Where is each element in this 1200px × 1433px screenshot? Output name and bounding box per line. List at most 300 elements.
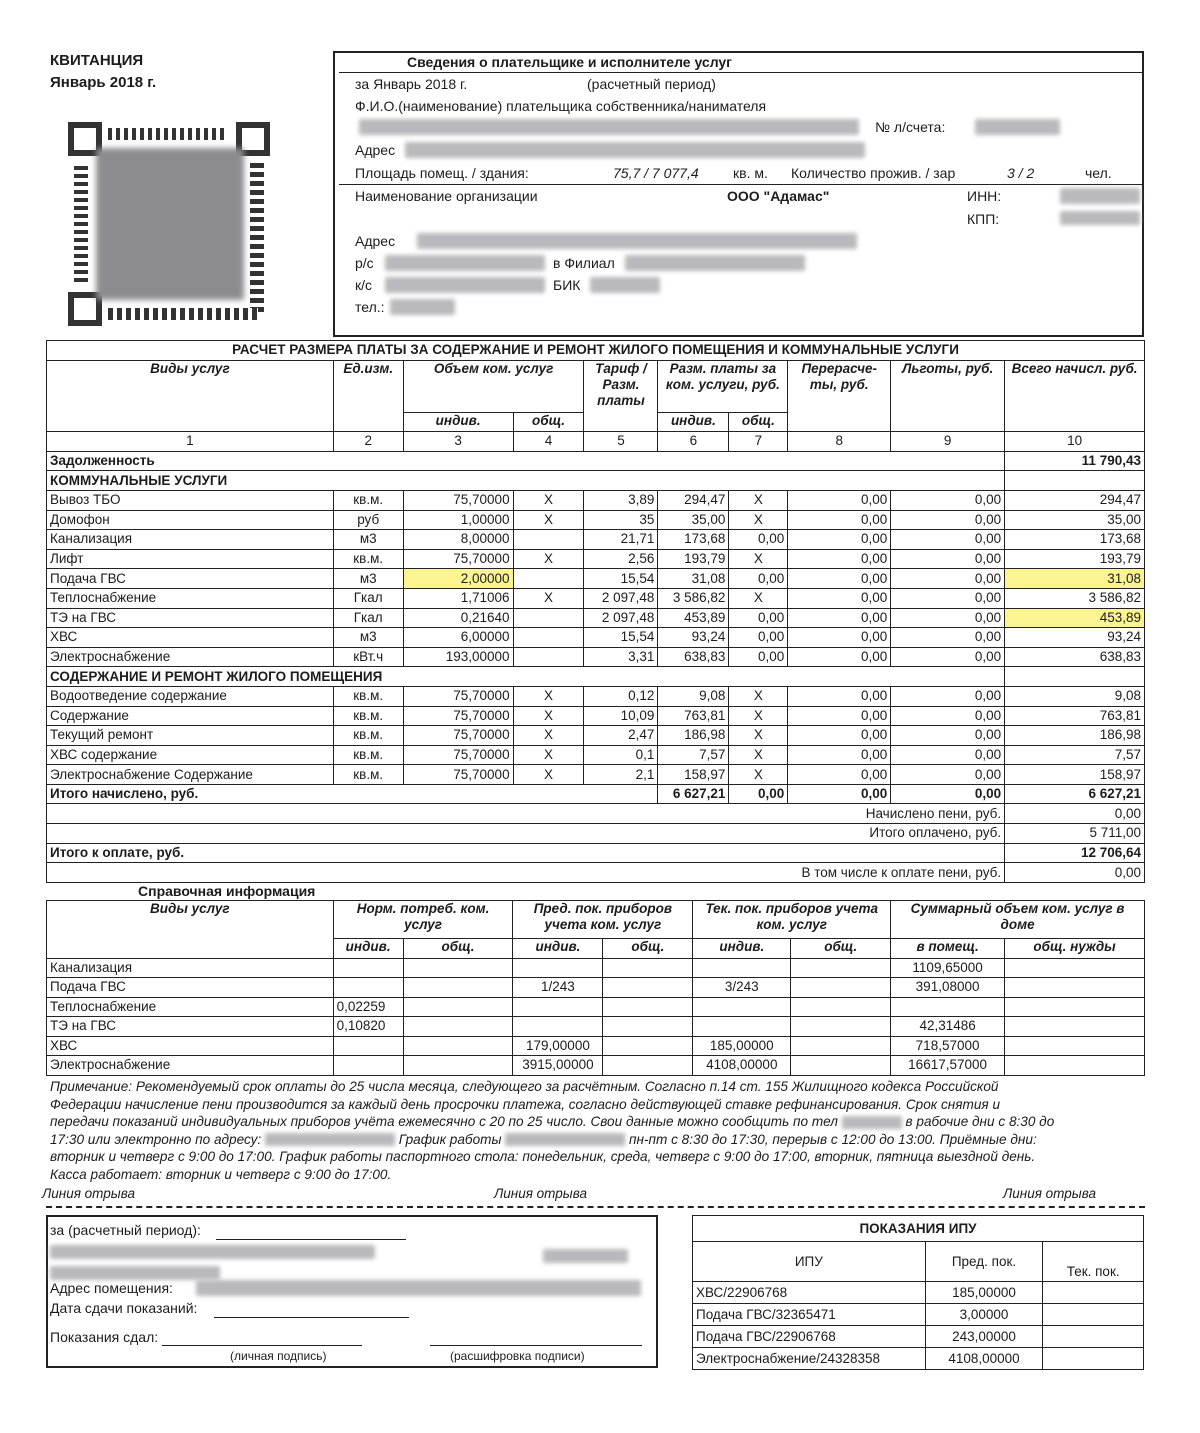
paid-value: 5 711,00 xyxy=(1005,824,1145,844)
volume-indiv: 75,70000 xyxy=(403,549,513,569)
h-amt-indiv: индив. xyxy=(658,412,729,432)
note-line-4c: пн-пт с 8:30 до 17:30, перерыв с 12:00 до 13:00. Приёмные дни: xyxy=(629,1131,1037,1147)
ks-label: к/с xyxy=(355,277,373,293)
service-name: Электроснабжение xyxy=(47,647,334,667)
ref-h-cur-common: общ. xyxy=(791,939,891,959)
recalc: 0,00 xyxy=(788,510,891,530)
amount-common: X xyxy=(729,549,788,569)
stub-address-label: Адрес помещения: xyxy=(50,1280,173,1296)
ipu-prev: 3,00000 xyxy=(925,1304,1043,1326)
total: 9,08 xyxy=(1005,686,1145,706)
column-number: 6 xyxy=(658,432,729,452)
ipu-prev: 4108,00000 xyxy=(925,1348,1043,1370)
ref-h-services: Виды услуг xyxy=(47,901,334,959)
area-unit: кв. м. xyxy=(733,165,768,181)
h-unit: Ед.изм. xyxy=(333,360,403,432)
amount-indiv: 35,00 xyxy=(658,510,729,530)
unit: Гкал xyxy=(333,588,403,608)
service-name: Канализация xyxy=(47,530,334,550)
paid-label: Итого оплачено, руб. xyxy=(47,824,1005,844)
recalc: 0,00 xyxy=(788,628,891,648)
ipu-h-cur: Тек. пок. xyxy=(1043,1242,1144,1282)
unit: м3 xyxy=(333,569,403,589)
norm-common xyxy=(403,1056,513,1076)
h-vol-common: общ. xyxy=(513,412,584,432)
prev-indiv xyxy=(513,1017,603,1037)
prev-common xyxy=(603,1056,693,1076)
payment-note xyxy=(50,1078,1142,1183)
total: 7,57 xyxy=(1005,745,1145,765)
unit: кв.м. xyxy=(333,726,403,746)
amount-common: X xyxy=(729,510,788,530)
payer-box-title: Сведения о плательщике и исполнителе услуг xyxy=(407,54,733,70)
doc-title: КВИТАНЦИЯ xyxy=(50,52,144,69)
stub-period-label: за (расчетный период): xyxy=(50,1222,201,1238)
cur-common xyxy=(791,997,891,1017)
to-pay-label: Итого к оплате, руб. xyxy=(47,843,1005,863)
ipu-name: Подача ГВС/32365471 xyxy=(693,1304,926,1326)
total: 294,47 xyxy=(1005,490,1145,510)
volume-indiv: 1,00000 xyxy=(403,510,513,530)
h-volume: Объем ком. услуг xyxy=(403,360,584,412)
tariff: 10,09 xyxy=(584,706,658,726)
total-row xyxy=(47,784,1145,804)
h-amt-common: общ. xyxy=(729,412,788,432)
service-name: Текущий ремонт xyxy=(47,726,334,746)
tear-label-right: Линия отрыва xyxy=(1003,1186,1096,1201)
sum-in-room xyxy=(891,997,1005,1017)
amount-common: 0,00 xyxy=(729,628,788,648)
prev-indiv xyxy=(513,958,603,978)
tariff: 35 xyxy=(584,510,658,530)
amount-indiv: 93,24 xyxy=(658,628,729,648)
stub-date-label: Дата сдачи показаний: xyxy=(50,1300,198,1316)
note-line-5: вторник и четверг с 9:00 до 17:00. График работы паспортного стола: понедельник, среда, четверг с 9:00 до 17:00, вторник, пятница выездной день. xyxy=(50,1149,1036,1164)
tariff: 2,1 xyxy=(584,765,658,785)
norm-indiv xyxy=(333,1036,403,1056)
recalc: 0,00 xyxy=(788,647,891,667)
amount-common: X xyxy=(729,726,788,746)
service-name: ХВС xyxy=(47,1036,334,1056)
table-row xyxy=(47,978,1145,998)
amount-common: 0,00 xyxy=(729,647,788,667)
ref-h-norm: Норм. потреб. ком. услуг xyxy=(333,901,513,939)
column-number: 10 xyxy=(1005,432,1145,452)
ref-h-prev-indiv: индив. xyxy=(513,939,603,959)
total-amt-common: 0,00 xyxy=(729,784,788,804)
total-benefit: 0,00 xyxy=(891,784,1005,804)
service-name: Теплоснабжение xyxy=(47,997,334,1017)
ipu-name: ХВС/22906768 xyxy=(693,1282,926,1304)
tear-line xyxy=(46,1206,1145,1208)
debt-row xyxy=(47,451,1145,471)
column-number: 7 xyxy=(729,432,788,452)
tariff: 3,89 xyxy=(584,490,658,510)
cur-indiv xyxy=(693,958,791,978)
amount-indiv: 158,97 xyxy=(658,765,729,785)
tariff: 2 097,48 xyxy=(584,588,658,608)
residents-value: 3 / 2 xyxy=(1007,165,1035,181)
column-numbers-row xyxy=(47,432,1145,452)
debt-label: Задолженность xyxy=(47,451,1005,471)
inn-label: ИНН: xyxy=(967,188,1002,204)
service-name: Теплоснабжение xyxy=(47,588,334,608)
total: 173,68 xyxy=(1005,530,1145,550)
service-name: Электроснабжение Содержание xyxy=(47,765,334,785)
note-line-4b: График работы xyxy=(398,1131,502,1147)
amount-common: 0,00 xyxy=(729,608,788,628)
table-row xyxy=(47,608,1145,628)
section-communal: КОММУНАЛЬНЫЕ УСЛУГИ xyxy=(47,471,1005,491)
column-number: 4 xyxy=(513,432,584,452)
volume-indiv: 8,00000 xyxy=(403,530,513,550)
total: 31,08 xyxy=(1005,569,1145,589)
stub-signature-label: (личная подпись) xyxy=(230,1349,327,1363)
benefit: 0,00 xyxy=(891,549,1005,569)
norm-indiv xyxy=(333,958,403,978)
branch-label: в Филиал xyxy=(553,255,615,271)
unit: кв.м. xyxy=(333,765,403,785)
recalc: 0,00 xyxy=(788,745,891,765)
area-value: 75,7 / 7 077,4 xyxy=(613,165,699,181)
debt-value: 11 790,43 xyxy=(1005,451,1145,471)
service-name: Домофон xyxy=(47,510,334,530)
volume-common xyxy=(513,628,584,648)
amount-indiv: 31,08 xyxy=(658,569,729,589)
volume-indiv: 2,00000 xyxy=(403,569,513,589)
table-row xyxy=(693,1348,1144,1370)
total: 763,81 xyxy=(1005,706,1145,726)
ipu-cur-input[interactable] xyxy=(1043,1326,1144,1348)
table-row xyxy=(47,745,1145,765)
volume-common xyxy=(513,530,584,550)
note-line-3a: передачи показаний индивидуальных приборов учёта ежемесячно с 20 по 25 число. Свои данные можно сообщить по тел xyxy=(50,1114,838,1129)
amount-common: X xyxy=(729,588,788,608)
ipu-title: ПОКАЗАНИЯ ИПУ xyxy=(693,1216,1144,1242)
total: 158,97 xyxy=(1005,765,1145,785)
period-label: за Январь 2018 г. xyxy=(355,76,468,92)
ipu-cur-input[interactable] xyxy=(1043,1282,1144,1304)
table-row xyxy=(47,510,1145,530)
total-amt-indiv: 6 627,21 xyxy=(658,784,729,804)
total: 35,00 xyxy=(1005,510,1145,530)
column-number: 5 xyxy=(584,432,658,452)
norm-indiv: 0,02259 xyxy=(333,997,403,1017)
org-label: Наименование организации xyxy=(355,188,538,204)
unit: кв.м. xyxy=(333,686,403,706)
prev-common xyxy=(603,978,693,998)
total: 186,98 xyxy=(1005,726,1145,746)
ipu-cur-input[interactable] xyxy=(1043,1348,1144,1370)
benefit: 0,00 xyxy=(891,726,1005,746)
service-name: Подача ГВС xyxy=(47,978,334,998)
prev-common xyxy=(603,1017,693,1037)
amount-common: 0,00 xyxy=(729,569,788,589)
ipu-table xyxy=(692,1215,1144,1370)
tariff: 3,31 xyxy=(584,647,658,667)
recalc: 0,00 xyxy=(788,686,891,706)
unit: кв.м. xyxy=(333,490,403,510)
recalc: 0,00 xyxy=(788,549,891,569)
payer-address-label: Адрес xyxy=(355,142,396,158)
h-benefits: Льготы, руб. xyxy=(891,360,1005,432)
volume-common: X xyxy=(513,726,584,746)
h-total: Всего начисл. руб. xyxy=(1005,360,1145,432)
payer-info-box xyxy=(333,51,1144,337)
period-note: (расчетный период) xyxy=(587,76,716,92)
norm-indiv xyxy=(333,1056,403,1076)
benefit: 0,00 xyxy=(891,647,1005,667)
recalc: 0,00 xyxy=(788,608,891,628)
ipu-h-name: ИПУ xyxy=(693,1242,926,1282)
ipu-rows xyxy=(693,1282,1144,1370)
ipu-name: Подача ГВС/22906768 xyxy=(693,1326,926,1348)
amount-indiv: 3 586,82 xyxy=(658,588,729,608)
tariff: 2,56 xyxy=(584,549,658,569)
h-recalc: Перерасче-ты, руб. xyxy=(788,360,891,432)
column-number: 8 xyxy=(788,432,891,452)
unit: кв.м. xyxy=(333,745,403,765)
tariff: 0,1 xyxy=(584,745,658,765)
amount-common: 0,00 xyxy=(729,530,788,550)
recalc: 0,00 xyxy=(788,530,891,550)
service-name: Электроснабжение xyxy=(47,1056,334,1076)
cur-common xyxy=(791,1036,891,1056)
ref-h-sum: Суммарный объем ком. услуг в доме xyxy=(891,901,1145,939)
amount-indiv: 7,57 xyxy=(658,745,729,765)
volume-indiv: 75,70000 xyxy=(403,745,513,765)
column-number: 3 xyxy=(403,432,513,452)
ref-h-common-needs: общ. нужды xyxy=(1005,939,1145,959)
table-row xyxy=(47,1017,1145,1037)
service-name: ХВС xyxy=(47,628,334,648)
service-name: Вывоз ТБО xyxy=(47,490,334,510)
calculation-table xyxy=(46,340,1145,883)
qr-code xyxy=(68,122,270,326)
tariff: 15,54 xyxy=(584,569,658,589)
org-address-label: Адрес xyxy=(355,233,396,249)
cur-indiv: 4108,00000 xyxy=(693,1056,791,1076)
volume-indiv: 75,70000 xyxy=(403,765,513,785)
table-row xyxy=(47,490,1145,510)
h-tariff: Тариф / Разм. платы xyxy=(584,360,658,432)
ipu-name: Электроснабжение/24328358 xyxy=(693,1348,926,1370)
total: 638,83 xyxy=(1005,647,1145,667)
ipu-h-prev: Пред. пок. xyxy=(925,1242,1043,1282)
ipu-prev: 243,00000 xyxy=(925,1326,1043,1348)
norm-common xyxy=(403,958,513,978)
volume-common: X xyxy=(513,549,584,569)
communal-rows xyxy=(47,490,1145,666)
recalc: 0,00 xyxy=(788,706,891,726)
table-row xyxy=(47,686,1145,706)
sum-common-needs xyxy=(1005,978,1145,998)
norm-indiv: 0,10820 xyxy=(333,1017,403,1037)
unit: м3 xyxy=(333,530,403,550)
unit: кв.м. xyxy=(333,706,403,726)
cur-common xyxy=(791,1017,891,1037)
penalty-pay-label: В том числе к оплате пени, руб. xyxy=(47,863,1005,883)
benefit: 0,00 xyxy=(891,745,1005,765)
benefit: 0,00 xyxy=(891,608,1005,628)
total: 93,24 xyxy=(1005,628,1145,648)
penalty-label: Начислено пени, руб. xyxy=(47,804,1005,824)
prev-indiv: 3915,00000 xyxy=(513,1056,603,1076)
sum-common-needs xyxy=(1005,1056,1145,1076)
bik-label: БИК xyxy=(553,277,581,293)
service-name: Канализация xyxy=(47,958,334,978)
tariff: 2 097,48 xyxy=(584,608,658,628)
prev-common xyxy=(603,958,693,978)
volume-common: X xyxy=(513,510,584,530)
note-line-6: Касса работает: вторник и четверг с 9:00 до 17:00. xyxy=(50,1166,392,1182)
unit: кв.м. xyxy=(333,549,403,569)
total: 453,89 xyxy=(1005,608,1145,628)
ipu-cur-input[interactable] xyxy=(1043,1304,1144,1326)
volume-common: X xyxy=(513,588,584,608)
table-row xyxy=(47,1056,1145,1076)
table-row xyxy=(693,1282,1144,1304)
volume-indiv: 75,70000 xyxy=(403,706,513,726)
stub-submitted-label: Показания сдал: xyxy=(50,1329,159,1345)
area-label: Площадь помещ. / здания: xyxy=(355,165,529,181)
service-name: Водоотведение содержание xyxy=(47,686,334,706)
volume-common xyxy=(513,608,584,628)
amount-common: X xyxy=(729,686,788,706)
tariff: 15,54 xyxy=(584,628,658,648)
column-number: 9 xyxy=(891,432,1005,452)
norm-common xyxy=(403,1017,513,1037)
benefit: 0,00 xyxy=(891,530,1005,550)
service-name: ТЭ на ГВС xyxy=(47,608,334,628)
total-recalc: 0,00 xyxy=(788,784,891,804)
h-vol-indiv: индив. xyxy=(403,412,513,432)
cur-common xyxy=(791,978,891,998)
cur-common xyxy=(791,1056,891,1076)
service-name: ХВС содержание xyxy=(47,745,334,765)
table-row xyxy=(47,588,1145,608)
table-row xyxy=(47,569,1145,589)
volume-indiv: 1,71006 xyxy=(403,588,513,608)
kpp-label: КПП: xyxy=(967,211,1000,227)
ref-h-norm-common: общ. xyxy=(403,939,513,959)
ref-h-prev-common: общ. xyxy=(603,939,693,959)
total-label: Итого начислено, руб. xyxy=(47,784,658,804)
amount-indiv: 173,68 xyxy=(658,530,729,550)
total: 3 586,82 xyxy=(1005,588,1145,608)
sum-common-needs xyxy=(1005,997,1145,1017)
table-row xyxy=(47,1036,1145,1056)
table-row xyxy=(47,765,1145,785)
prev-indiv: 1/243 xyxy=(513,978,603,998)
ref-h-cur-indiv: индив. xyxy=(693,939,791,959)
amount-common: X xyxy=(729,745,788,765)
doc-period: Январь 2018 г. xyxy=(50,74,157,91)
prev-indiv xyxy=(513,997,603,1017)
ref-h-prev: Пред. пок. приборов учета ком. услуг xyxy=(513,901,693,939)
recalc: 0,00 xyxy=(788,588,891,608)
cur-indiv: 185,00000 xyxy=(693,1036,791,1056)
table-row xyxy=(693,1326,1144,1348)
amount-common: X xyxy=(729,706,788,726)
recalc: 0,00 xyxy=(788,490,891,510)
sum-in-room: 718,57000 xyxy=(891,1036,1005,1056)
readings-stub xyxy=(46,1215,658,1368)
cur-indiv: 3/243 xyxy=(693,978,791,998)
fio-label: Ф.И.О.(наименование) плательщика собственника/нанимателя xyxy=(355,98,767,114)
residents-label: Количество прожив. / зар xyxy=(791,165,956,181)
service-name: Содержание xyxy=(47,706,334,726)
unit: м3 xyxy=(333,628,403,648)
column-number: 1 xyxy=(47,432,334,452)
penalty-value: 0,00 xyxy=(1005,804,1145,824)
ref-h-cur: Тек. пок. приборов учета ком. услуг xyxy=(693,901,891,939)
note-line-2: Федерации начисление пени производится за каждый день просрочки платежа, согласно действующей ставке рефинансирования. Срок снятия и xyxy=(50,1096,1001,1112)
ref-h-norm-indiv: индив. xyxy=(333,939,403,959)
residents-unit: чел. xyxy=(1085,165,1112,181)
total: 193,79 xyxy=(1005,549,1145,569)
volume-indiv: 75,70000 xyxy=(403,686,513,706)
recalc: 0,00 xyxy=(788,765,891,785)
maintenance-rows xyxy=(47,686,1145,784)
tear-label-left: Линия отрыва xyxy=(42,1186,135,1201)
amount-indiv: 294,47 xyxy=(658,490,729,510)
ref-title: Справочная информация xyxy=(138,883,316,899)
prev-common xyxy=(603,997,693,1017)
table-row xyxy=(47,706,1145,726)
table-row xyxy=(47,726,1145,746)
h-amount: Разм. платы за ком. услуги, руб. xyxy=(658,360,788,412)
recalc: 0,00 xyxy=(788,726,891,746)
amount-indiv: 193,79 xyxy=(658,549,729,569)
sum-in-room: 1109,65000 xyxy=(891,958,1005,978)
norm-common xyxy=(403,997,513,1017)
note-line-3b: в рабочие дни с 8:30 до xyxy=(905,1114,1055,1129)
benefit: 0,00 xyxy=(891,706,1005,726)
tear-label-center: Линия отрыва xyxy=(494,1186,587,1201)
unit: руб xyxy=(333,510,403,530)
unit: Гкал xyxy=(333,608,403,628)
service-name: Подача ГВС xyxy=(47,569,334,589)
amount-common: X xyxy=(729,765,788,785)
volume-indiv: 75,70000 xyxy=(403,726,513,746)
tariff: 2,47 xyxy=(584,726,658,746)
volume-common: X xyxy=(513,706,584,726)
volume-common: X xyxy=(513,490,584,510)
volume-indiv: 6,00000 xyxy=(403,628,513,648)
account-label: № л/счета: xyxy=(875,119,946,135)
reference-table xyxy=(46,900,1145,1076)
prev-common xyxy=(603,1036,693,1056)
org-name: ООО "Адамас" xyxy=(727,188,830,204)
benefit: 0,00 xyxy=(891,628,1005,648)
amount-indiv: 186,98 xyxy=(658,726,729,746)
total-value: 6 627,21 xyxy=(1005,784,1145,804)
sum-in-room: 16617,57000 xyxy=(891,1056,1005,1076)
cur-indiv xyxy=(693,997,791,1017)
sum-common-needs xyxy=(1005,1036,1145,1056)
ipu-prev: 185,00000 xyxy=(925,1282,1043,1304)
volume-indiv: 0,21640 xyxy=(403,608,513,628)
rs-label: р/с xyxy=(355,255,374,271)
tel-label: тел.: xyxy=(355,299,385,315)
volume-common: X xyxy=(513,765,584,785)
amount-indiv: 763,81 xyxy=(658,706,729,726)
cur-indiv xyxy=(693,1017,791,1037)
section-maintenance: СОДЕРЖАНИЕ И РЕМОНТ ЖИЛОГО ПОМЕЩЕНИЯ xyxy=(47,667,1005,687)
sum-in-room: 42,31486 xyxy=(891,1017,1005,1037)
amount-common: X xyxy=(729,490,788,510)
